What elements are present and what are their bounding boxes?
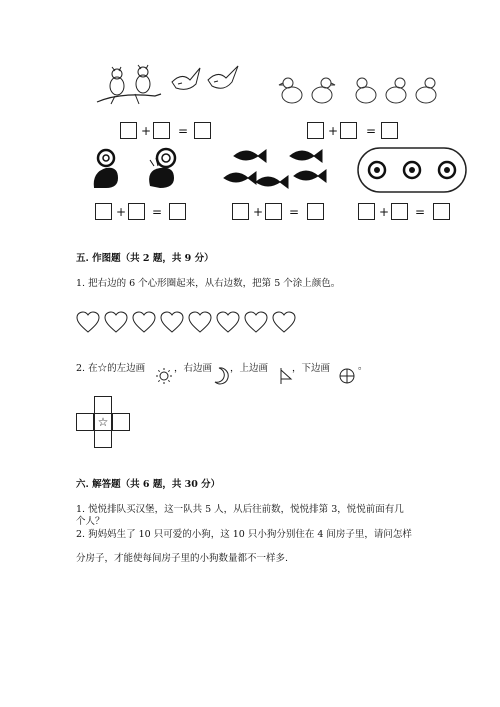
section5-q1: 1. 把右边的 6 个心形圈起来，从右边数，把第 5 个涂上颜色。 [76, 278, 341, 289]
answer-box[interactable] [95, 203, 112, 220]
answer-box[interactable] [340, 122, 357, 139]
heart-icon[interactable] [133, 312, 155, 332]
answer-box[interactable] [153, 122, 170, 139]
plus-sign: + [141, 124, 152, 138]
plus-sign: + [116, 205, 127, 219]
plus-sign: + [379, 205, 390, 219]
grid-cell-left[interactable] [76, 413, 94, 431]
heart-icon[interactable] [217, 312, 239, 332]
moon-icon [212, 367, 230, 385]
section5-q2-bottom: ，下边画 [292, 363, 331, 374]
star-icon: ☆ [97, 415, 109, 429]
grid-cell-bottom[interactable] [94, 430, 112, 448]
heart-icon[interactable] [77, 312, 99, 332]
picture-snails [88, 146, 190, 194]
answer-box[interactable] [433, 203, 450, 220]
section5-q2-end: 。 [358, 361, 368, 372]
plus-sign: + [328, 124, 339, 138]
answer-box[interactable] [194, 122, 211, 139]
grid-cell-top[interactable] [94, 396, 112, 414]
section6-q2-line1: 2. 狗妈妈生了 10 只可爱的小狗，这 10 只小狗分别住在 4 间房子里，请问怎样 [76, 529, 412, 540]
section6-q2-line2: 分房子，才能使每间房子里的小狗数量都不一样多. [76, 553, 289, 564]
answer-box[interactable] [358, 203, 375, 220]
equals-sign: = [152, 205, 163, 219]
picture-fish [222, 144, 332, 194]
picture-flowers-frame [357, 147, 467, 193]
equals-sign: = [178, 124, 189, 138]
heart-icon[interactable] [105, 312, 127, 332]
equals-sign: = [366, 124, 377, 138]
picture-flying-birds [168, 62, 242, 98]
answer-box[interactable] [128, 203, 145, 220]
answer-box[interactable] [169, 203, 186, 220]
section6-q1-line1: 1. 悦悦排队买汉堡，这一队共 5 人，从后往前数，悦悦排第 3，悦悦前面有几 [76, 504, 404, 515]
picture-chicks-right [352, 73, 440, 109]
picture-birds-on-branch [95, 62, 165, 110]
picture-chicks-left [278, 73, 338, 109]
sun-icon [155, 367, 173, 385]
section6-q1-line2: 个人？ [76, 516, 105, 527]
heart-icon[interactable] [189, 312, 211, 332]
circle-cross-icon [338, 367, 356, 385]
section5-q2-top: ，上边画 [230, 363, 269, 374]
answer-box[interactable] [307, 122, 324, 139]
heart-icon[interactable] [273, 312, 295, 332]
section5-q2-prefix: 2. 在☆的左边画 [76, 363, 146, 374]
grid-cell-center [94, 413, 112, 431]
answer-box[interactable] [120, 122, 137, 139]
answer-box[interactable] [265, 203, 282, 220]
heart-icon[interactable] [245, 312, 267, 332]
answer-box[interactable] [232, 203, 249, 220]
section5-title: 五. 作图题（共 2 题，共 9 分） [76, 253, 214, 264]
section5-q2-right: ，右边画 [174, 363, 213, 374]
plus-sign: + [253, 205, 264, 219]
answer-box[interactable] [391, 203, 408, 220]
equals-sign: = [415, 205, 426, 219]
answer-box[interactable] [307, 203, 324, 220]
heart-icon[interactable] [161, 312, 183, 332]
section6-title: 六. 解答题（共 6 题，共 30 分） [76, 479, 221, 490]
answer-box[interactable] [381, 122, 398, 139]
equals-sign: = [289, 205, 300, 219]
grid-cell-right[interactable] [112, 413, 130, 431]
hearts-row [76, 311, 304, 333]
